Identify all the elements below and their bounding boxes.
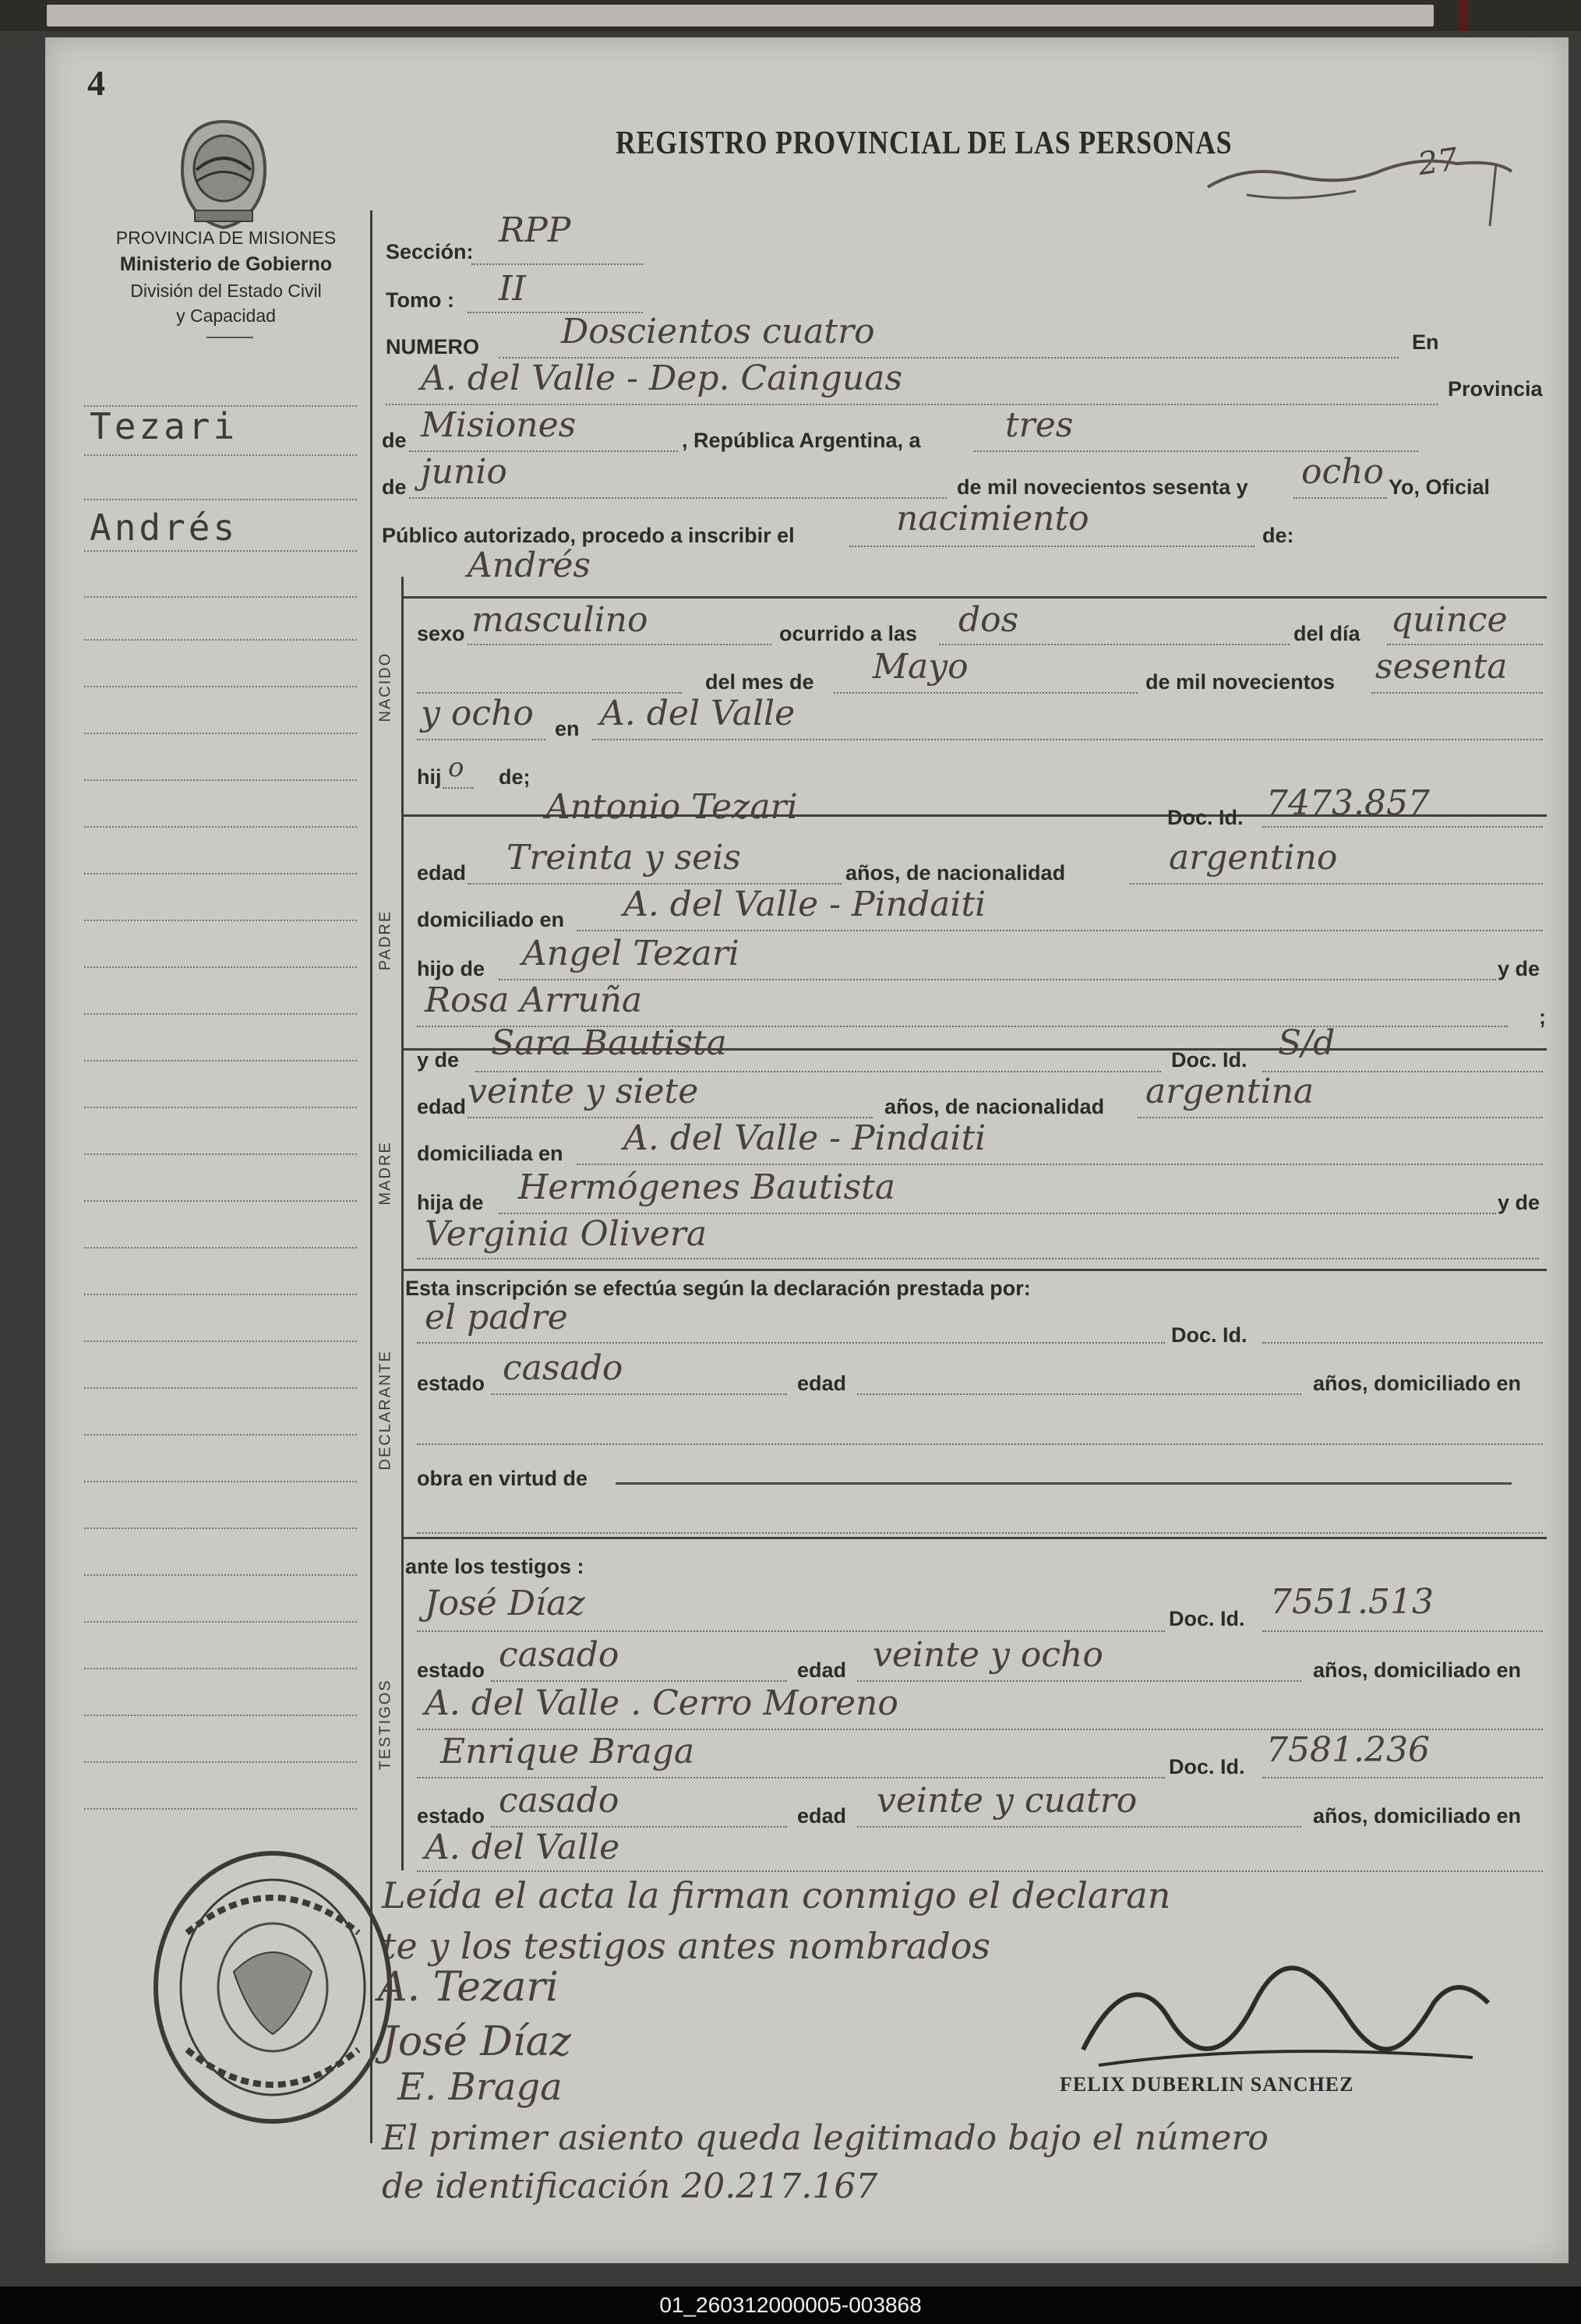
value-anio-nac-2: y ocho xyxy=(421,694,534,733)
label-anos-dom-t2: años, domiciliado en xyxy=(1313,1804,1522,1828)
margin-line xyxy=(84,1387,357,1389)
label-tomo: Tomo : xyxy=(386,288,454,312)
value-sexo: masculino xyxy=(471,600,648,640)
margin-line xyxy=(84,1621,357,1623)
line-edad-t2 xyxy=(857,1826,1301,1828)
margin-line xyxy=(84,1715,357,1716)
label-de-mil-2: de mil novecientos xyxy=(1145,670,1336,694)
value-acto: nacimiento xyxy=(896,499,1089,539)
value-mes: junio xyxy=(421,452,507,492)
division-name: División del Estado Civil xyxy=(130,281,322,301)
corner-scribble-icon xyxy=(1200,117,1527,234)
header-divider xyxy=(206,337,253,338)
value-madre-edad: veinte y siete xyxy=(468,1072,699,1111)
label-anos-madre: años, de nacionalidad xyxy=(884,1095,1105,1118)
label-doc-testigo2: Doc. Id. xyxy=(1169,1755,1245,1778)
label-estado-t1: estado xyxy=(417,1658,485,1682)
line-obra-2 xyxy=(417,1532,1543,1534)
label-edad-decl: edad xyxy=(797,1372,847,1395)
value-anio: ocho xyxy=(1301,452,1384,492)
value-anio-nac: sesenta xyxy=(1375,647,1508,687)
value-padre-doc: 7473.857 xyxy=(1266,783,1430,823)
label-del-mes: del mes de xyxy=(705,670,814,694)
provincial-emblem-icon xyxy=(173,115,274,232)
value-hora: dos xyxy=(958,600,1019,640)
label-semicolon: ; xyxy=(1539,1005,1546,1029)
label-y-de-padre: y de xyxy=(1498,957,1540,980)
label-dom-padre: domiciliado en xyxy=(417,908,565,931)
value-lugar: A. del Valle - Dep. Cainguas xyxy=(421,358,903,398)
label-seccion: Sección: xyxy=(386,240,474,263)
value-abuelo-m: Hermógenes Bautista xyxy=(518,1167,895,1207)
margin-line xyxy=(84,1668,357,1669)
label-doc-padre: Doc. Id. xyxy=(1167,806,1244,829)
margin-line xyxy=(84,920,357,921)
line-estado-decl xyxy=(491,1393,787,1395)
value-madre: Sara Bautista xyxy=(491,1023,727,1063)
value-abuela-p: Rosa Arruña xyxy=(425,980,643,1020)
note-line-2: de identificación 20.217.167 xyxy=(382,2167,878,2206)
line-nac-padre xyxy=(1130,883,1543,885)
value-hijo-suffix: o xyxy=(448,752,464,783)
margin-line xyxy=(84,454,357,456)
line-edad-t1 xyxy=(857,1680,1301,1682)
margin-line xyxy=(84,733,357,734)
margin-line xyxy=(84,596,357,598)
official-signature-icon xyxy=(1068,1956,1504,2089)
value-madre-nac: argentina xyxy=(1145,1072,1315,1111)
signature-2: José Díaz xyxy=(382,2018,571,2065)
line-abuelo-p xyxy=(499,979,1496,980)
margin-line xyxy=(84,1808,357,1810)
line-dom-t2 xyxy=(417,1870,1543,1872)
label-edad-t1: edad xyxy=(797,1658,847,1682)
label-anos-padre: años, de nacionalidad xyxy=(845,861,1066,885)
line-doc-padre xyxy=(1262,826,1543,828)
value-testigo1-edad: veinte y ocho xyxy=(873,1635,1103,1675)
line-hora xyxy=(939,644,1290,645)
label-y-de-madre: y de xyxy=(417,1048,460,1072)
label-de-colon: de: xyxy=(1262,524,1294,547)
value-testigo1-doc: 7551.513 xyxy=(1270,1582,1434,1622)
value-madre-doc: S/d xyxy=(1278,1023,1336,1063)
margin-line xyxy=(84,1200,357,1202)
line-lugar-nac xyxy=(592,739,1543,740)
margin-line xyxy=(84,1434,357,1436)
label-doc-declarante: Doc. Id. xyxy=(1171,1323,1248,1347)
label-publico: Público autorizado, procedo a inscribir el xyxy=(382,524,795,547)
value-testigo2-dom: A. del Valle xyxy=(425,1828,620,1867)
value-abuelo-p: Angel Tezari xyxy=(522,934,739,973)
line-anio-nac-2 xyxy=(417,739,545,740)
image-caption: 01_260312000005-003868 xyxy=(0,2287,1581,2324)
official-name: FELIX DUBERLIN SANCHEZ xyxy=(1060,2073,1354,2096)
label-esta-inscripcion: Esta inscripción se efectúa según la declaración prestada por: xyxy=(405,1277,1031,1300)
margin-given-name: Andrés xyxy=(90,507,238,549)
line-mes xyxy=(409,497,947,499)
label-republica: , República Argentina, a xyxy=(682,429,921,452)
label-de: de xyxy=(382,429,407,452)
previous-page-edge xyxy=(47,5,1434,26)
value-testigo2-doc: 7581.236 xyxy=(1266,1730,1430,1770)
division-name-2: y Capacidad xyxy=(176,306,276,326)
section-rule xyxy=(401,577,404,1870)
value-madre-dom: A. del Valle - Pindaiti xyxy=(623,1118,986,1158)
line-testigo2 xyxy=(417,1777,1165,1778)
label-edad-padre: edad xyxy=(417,861,467,885)
label-estado-t2: estado xyxy=(417,1804,485,1828)
side-label-madre: MADRE xyxy=(376,1141,394,1206)
label-hijo: hij xyxy=(417,765,442,789)
book-cover-edge xyxy=(1459,0,1468,31)
margin-line xyxy=(84,1294,357,1295)
line-seccion xyxy=(471,263,643,265)
margin-line xyxy=(84,1574,357,1576)
line-acto xyxy=(849,546,1255,547)
line-estado-t1 xyxy=(491,1680,787,1682)
value-declarante: el padre xyxy=(425,1298,568,1337)
side-label-nacido: NACIDO xyxy=(376,652,394,722)
margin-line xyxy=(84,966,357,968)
line-sexo xyxy=(468,644,771,645)
label-hija-de: hija de xyxy=(417,1191,484,1214)
value-padre-dom: A. del Valle - Pindaiti xyxy=(623,885,986,924)
line-dom-padre xyxy=(577,930,1543,931)
label-en-2: en xyxy=(555,717,580,740)
value-padre-edad: Treinta y seis xyxy=(506,838,741,878)
line-dom-madre xyxy=(577,1164,1543,1165)
line-anio-nac xyxy=(1371,692,1543,694)
top-edge xyxy=(0,0,1581,31)
margin-line xyxy=(84,826,357,828)
value-padre-nac: argentino xyxy=(1169,838,1338,878)
label-edad-madre: edad xyxy=(417,1095,467,1118)
corner-annotation: 27 xyxy=(1416,141,1460,183)
line-edad-decl xyxy=(857,1393,1301,1395)
margin-surname: Tezari xyxy=(90,405,238,447)
value-mes-nac: Mayo xyxy=(873,647,969,687)
value-nombre: Andrés xyxy=(468,546,591,585)
value-lugar-nac: A. del Valle xyxy=(600,694,796,733)
margin-line xyxy=(84,1060,357,1061)
rule-madre xyxy=(401,1269,1547,1271)
line-mes-nac xyxy=(834,692,1138,694)
province-name: PROVINCIA DE MISIONES xyxy=(115,228,337,248)
label-estado-decl: estado xyxy=(417,1372,485,1395)
value-abuela-m: Verginia Olivera xyxy=(425,1214,708,1254)
label-yo-oficial: Yo, Oficial xyxy=(1389,475,1491,499)
margin-line xyxy=(84,1340,357,1342)
label-sexo: sexo xyxy=(417,622,465,645)
value-provincia: Misiones xyxy=(421,405,577,445)
line-hijo xyxy=(443,787,474,789)
line-abuela-m xyxy=(417,1258,1539,1259)
side-label-declarante: DECLARANTE xyxy=(376,1350,394,1471)
rule-nombre xyxy=(401,596,1547,599)
value-padre: Antonio Tezari xyxy=(545,787,798,827)
page-number: 4 xyxy=(87,63,105,103)
value-dia-nac: quince xyxy=(1391,600,1508,640)
line-doc-declarante xyxy=(1262,1342,1543,1344)
label-obra: obra en virtud de xyxy=(417,1467,588,1490)
label-hijo-de-padre: hijo de xyxy=(417,957,485,980)
label-doc-madre: Doc. Id. xyxy=(1171,1048,1248,1072)
label-ante-testigos: ante los testigos : xyxy=(405,1555,584,1578)
signature-3: E. Braga xyxy=(397,2065,563,2109)
note-line-1: El primer asiento queda legitimado bajo el número xyxy=(382,2118,1269,2158)
line-declarante xyxy=(417,1342,1165,1344)
label-ocurrido: ocurrido a las xyxy=(779,622,918,645)
value-decl-estado: casado xyxy=(503,1348,623,1388)
label-de-semicolon: de; xyxy=(499,765,531,789)
value-tomo: II xyxy=(499,269,526,309)
margin-line xyxy=(84,550,357,552)
margin-line xyxy=(84,1153,357,1155)
value-testigo1-estado: casado xyxy=(499,1635,619,1675)
margin-line xyxy=(84,779,357,781)
margin-line xyxy=(84,1528,357,1529)
margin-line xyxy=(84,873,357,874)
line-doc-testigo1 xyxy=(1262,1630,1543,1632)
line-nac-madre xyxy=(1138,1117,1543,1118)
margin-line xyxy=(84,1247,357,1249)
label-doc-testigo1: Doc. Id. xyxy=(1169,1607,1245,1630)
value-testigo1: José Díaz xyxy=(425,1584,585,1623)
line-obra xyxy=(616,1482,1512,1485)
label-y-de-madre-2: y de xyxy=(1498,1191,1540,1214)
label-en: En xyxy=(1412,330,1439,354)
line-doc-testigo2 xyxy=(1262,1777,1543,1778)
line-dom-decl xyxy=(417,1443,1543,1445)
margin-line xyxy=(84,1107,357,1108)
margin-line xyxy=(84,639,357,641)
value-testigo2: Enrique Braga xyxy=(440,1732,695,1771)
ministry-name: Ministerio de Gobierno xyxy=(119,253,333,275)
value-numero: Doscientos cuatro xyxy=(561,312,875,351)
closing-line-2: te y los testigos antes nombrados xyxy=(382,1925,990,1967)
side-label-testigos: TESTIGOS xyxy=(376,1679,394,1771)
value-testigo2-edad: veinte y cuatro xyxy=(877,1781,1138,1821)
margin-line xyxy=(84,1013,357,1015)
line-anio xyxy=(1293,497,1387,499)
value-testigo1-dom: A. del Valle . Cerro Moreno xyxy=(425,1683,898,1723)
label-anos-dom-t1: años, domiciliado en xyxy=(1313,1658,1522,1682)
closing-line-1: Leída el acta la firman conmigo el declaran xyxy=(382,1874,1171,1916)
margin-line xyxy=(84,1481,357,1482)
label-de-2: de xyxy=(382,475,407,499)
label-dom-madre: domiciliada en xyxy=(417,1142,563,1165)
line-dia-nac xyxy=(1387,644,1543,645)
label-provincia: Provincia xyxy=(1448,377,1543,401)
value-testigo2-estado: casado xyxy=(499,1781,619,1821)
margin-line xyxy=(84,686,357,687)
label-edad-t2: edad xyxy=(797,1804,847,1828)
official-seal-stamp-icon xyxy=(140,1839,405,2135)
margin-line xyxy=(84,499,357,500)
margin-line xyxy=(84,1761,357,1763)
label-numero: NUMERO xyxy=(386,335,479,358)
document-title: REGISTRO PROVINCIAL DE LAS PERSONAS xyxy=(616,125,1233,161)
label-del-dia: del día xyxy=(1293,622,1360,645)
label-de-mil: de mil novecientos sesenta y xyxy=(957,475,1248,499)
rule-declarante xyxy=(401,1537,1547,1539)
label-anos-dom-decl: años, domiciliado en xyxy=(1313,1372,1522,1395)
line-testigo1 xyxy=(417,1630,1165,1632)
value-seccion: RPP xyxy=(499,210,571,250)
value-dia: tres xyxy=(1005,405,1074,445)
signature-1: A. Tezari xyxy=(378,1964,559,2011)
side-label-padre: PADRE xyxy=(376,909,394,971)
